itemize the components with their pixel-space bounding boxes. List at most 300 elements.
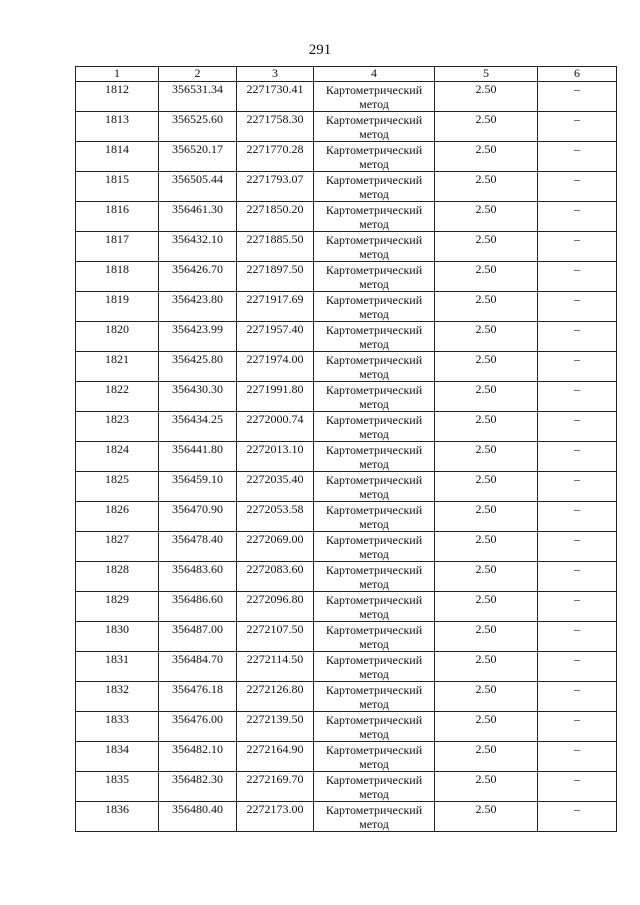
accuracy-text: 2.50 xyxy=(475,682,497,696)
point-number-text: 1819 xyxy=(105,292,129,306)
accuracy-cell xyxy=(435,352,538,382)
method-text: Картометрический метод xyxy=(325,533,423,561)
y-coordinate-cell xyxy=(237,82,314,112)
table-row xyxy=(76,172,617,202)
y-coordinate-cell xyxy=(237,802,314,832)
y-coordinate-text: 2272069.00 xyxy=(246,532,304,546)
point-number-cell xyxy=(76,532,159,562)
y-coordinate-cell xyxy=(237,382,314,412)
method-text: Картометрический метод xyxy=(325,713,423,741)
x-coordinate-text: 356461.30 xyxy=(172,202,223,216)
column-header: 4 xyxy=(314,67,435,82)
point-number-cell xyxy=(76,352,159,382)
method-cell xyxy=(314,442,435,472)
accuracy-text: 2.50 xyxy=(475,142,497,156)
x-coordinate-text: 356432.10 xyxy=(172,232,223,246)
description-text: – xyxy=(574,292,580,306)
description-cell xyxy=(538,142,617,172)
point-number-text: 1822 xyxy=(105,382,129,396)
point-number-text: 1816 xyxy=(105,202,129,216)
point-number-text: 1826 xyxy=(105,502,129,516)
method-text: Картометрический метод xyxy=(325,383,423,411)
accuracy-text: 2.50 xyxy=(475,622,497,636)
description-cell xyxy=(538,622,617,652)
x-coordinate-text: 356441.80 xyxy=(172,442,223,456)
y-coordinate-cell xyxy=(237,322,314,352)
y-coordinate-cell xyxy=(237,292,314,322)
table-row xyxy=(76,712,617,742)
method-text: Картометрический метод xyxy=(325,773,423,801)
y-coordinate-cell xyxy=(237,412,314,442)
point-number-text: 1835 xyxy=(105,772,129,786)
description-text: – xyxy=(574,502,580,516)
point-number-cell xyxy=(76,622,159,652)
point-number-text: 1820 xyxy=(105,322,129,336)
x-coordinate-cell xyxy=(159,232,237,262)
y-coordinate-cell xyxy=(237,712,314,742)
point-number-text: 1814 xyxy=(105,142,129,156)
accuracy-cell xyxy=(435,772,538,802)
method-text: Картометрический метод xyxy=(325,503,423,531)
description-cell xyxy=(538,742,617,772)
method-cell xyxy=(314,352,435,382)
x-coordinate-text: 356525.60 xyxy=(172,112,223,126)
table-row xyxy=(76,142,617,172)
description-cell xyxy=(538,322,617,352)
table-row xyxy=(76,532,617,562)
accuracy-cell xyxy=(435,472,538,502)
table-row xyxy=(76,622,617,652)
x-coordinate-text: 356520.17 xyxy=(172,142,223,156)
table-row xyxy=(76,412,617,442)
x-coordinate-text: 356459.10 xyxy=(172,472,223,486)
point-number-cell xyxy=(76,682,159,712)
y-coordinate-cell xyxy=(237,502,314,532)
accuracy-text: 2.50 xyxy=(475,652,497,666)
x-coordinate-cell xyxy=(159,412,237,442)
accuracy-text: 2.50 xyxy=(475,802,497,816)
x-coordinate-text: 356505.44 xyxy=(172,172,223,186)
table-row xyxy=(76,382,617,412)
accuracy-text: 2.50 xyxy=(475,172,497,186)
point-number-cell xyxy=(76,112,159,142)
point-number-text: 1818 xyxy=(105,262,129,276)
point-number-cell xyxy=(76,172,159,202)
method-cell xyxy=(314,232,435,262)
y-coordinate-cell xyxy=(237,142,314,172)
x-coordinate-text: 356434.25 xyxy=(172,412,223,426)
y-coordinate-text: 2272053.58 xyxy=(246,502,304,516)
method-text: Картометрический метод xyxy=(325,83,423,111)
x-coordinate-text: 356531.34 xyxy=(172,82,223,96)
accuracy-text: 2.50 xyxy=(475,442,497,456)
method-cell xyxy=(314,742,435,772)
point-number-cell xyxy=(76,502,159,532)
point-number-cell xyxy=(76,652,159,682)
accuracy-text: 2.50 xyxy=(475,322,497,336)
accuracy-cell xyxy=(435,232,538,262)
y-coordinate-text: 2272126.80 xyxy=(246,682,304,696)
point-number-text: 1813 xyxy=(105,112,129,126)
description-cell xyxy=(538,592,617,622)
method-cell xyxy=(314,622,435,652)
table-row xyxy=(76,442,617,472)
point-number-cell xyxy=(76,442,159,472)
accuracy-text: 2.50 xyxy=(475,742,497,756)
method-text: Картометрический метод xyxy=(325,263,423,291)
description-text: – xyxy=(574,352,580,366)
y-coordinate-text: 2271957.40 xyxy=(246,322,304,336)
x-coordinate-cell xyxy=(159,742,237,772)
description-text: – xyxy=(574,172,580,186)
point-number-cell xyxy=(76,202,159,232)
method-text: Картометрический метод xyxy=(325,563,423,591)
description-cell xyxy=(538,262,617,292)
x-coordinate-text: 356480.40 xyxy=(172,802,223,816)
table-row xyxy=(76,682,617,712)
description-text: – xyxy=(574,442,580,456)
accuracy-text: 2.50 xyxy=(475,82,497,96)
description-text: – xyxy=(574,622,580,636)
description-text: – xyxy=(574,712,580,726)
accuracy-text: 2.50 xyxy=(475,532,497,546)
x-coordinate-cell xyxy=(159,652,237,682)
description-text: – xyxy=(574,112,580,126)
table-row xyxy=(76,352,617,382)
description-text: – xyxy=(574,802,580,816)
column-header: 6 xyxy=(538,67,617,82)
y-coordinate-cell xyxy=(237,472,314,502)
y-coordinate-cell xyxy=(237,592,314,622)
accuracy-text: 2.50 xyxy=(475,772,497,786)
table-row xyxy=(76,562,617,592)
y-coordinate-text: 2272096.80 xyxy=(246,592,304,606)
description-text: – xyxy=(574,742,580,756)
accuracy-cell xyxy=(435,712,538,742)
description-text: – xyxy=(574,562,580,576)
x-coordinate-cell xyxy=(159,682,237,712)
y-coordinate-text: 2271850.20 xyxy=(246,202,304,216)
y-coordinate-text: 2272114.50 xyxy=(246,652,304,666)
table-row xyxy=(76,232,617,262)
description-text: – xyxy=(574,262,580,276)
point-number-text: 1831 xyxy=(105,652,129,666)
point-number-cell xyxy=(76,742,159,772)
y-coordinate-text: 2271793.07 xyxy=(246,172,304,186)
point-number-text: 1823 xyxy=(105,412,129,426)
x-coordinate-cell xyxy=(159,262,237,292)
table-row xyxy=(76,82,617,112)
accuracy-cell xyxy=(435,592,538,622)
table-row xyxy=(76,652,617,682)
x-coordinate-cell xyxy=(159,472,237,502)
x-coordinate-text: 356425.80 xyxy=(172,352,223,366)
point-number-text: 1817 xyxy=(105,232,129,246)
y-coordinate-text: 2272000.74 xyxy=(246,412,304,426)
point-number-text: 1833 xyxy=(105,712,129,726)
point-number-text: 1830 xyxy=(105,622,129,636)
method-text: Картометрический метод xyxy=(325,233,423,261)
description-text: – xyxy=(574,322,580,336)
x-coordinate-text: 356486.60 xyxy=(172,592,223,606)
x-coordinate-text: 356483.60 xyxy=(172,562,223,576)
method-cell xyxy=(314,712,435,742)
point-number-text: 1828 xyxy=(105,562,129,576)
y-coordinate-text: 2272013.10 xyxy=(246,442,304,456)
method-text: Картометрический метод xyxy=(325,173,423,201)
method-text: Картометрический метод xyxy=(325,353,423,381)
table-body xyxy=(76,82,617,832)
x-coordinate-text: 356478.40 xyxy=(172,532,223,546)
y-coordinate-cell xyxy=(237,532,314,562)
accuracy-cell xyxy=(435,412,538,442)
description-cell xyxy=(538,82,617,112)
point-number-cell xyxy=(76,322,159,352)
accuracy-cell xyxy=(435,322,538,352)
point-number-text: 1821 xyxy=(105,352,129,366)
accuracy-text: 2.50 xyxy=(475,202,497,216)
description-cell xyxy=(538,382,617,412)
accuracy-text: 2.50 xyxy=(475,232,497,246)
description-text: – xyxy=(574,412,580,426)
description-cell xyxy=(538,682,617,712)
x-coordinate-cell xyxy=(159,112,237,142)
method-text: Картометрический метод xyxy=(325,293,423,321)
x-coordinate-cell xyxy=(159,802,237,832)
accuracy-cell xyxy=(435,532,538,562)
method-cell xyxy=(314,292,435,322)
x-coordinate-cell xyxy=(159,712,237,742)
accuracy-text: 2.50 xyxy=(475,412,497,426)
point-number-cell xyxy=(76,772,159,802)
description-text: – xyxy=(574,232,580,246)
method-cell xyxy=(314,532,435,562)
x-coordinate-cell xyxy=(159,202,237,232)
x-coordinate-cell xyxy=(159,172,237,202)
description-cell xyxy=(538,472,617,502)
method-text: Картометрический метод xyxy=(325,113,423,141)
point-number-cell xyxy=(76,712,159,742)
y-coordinate-cell xyxy=(237,442,314,472)
description-text: – xyxy=(574,472,580,486)
description-cell xyxy=(538,232,617,262)
point-number-cell xyxy=(76,232,159,262)
method-cell xyxy=(314,382,435,412)
accuracy-cell xyxy=(435,142,538,172)
method-cell xyxy=(314,802,435,832)
point-number-cell xyxy=(76,802,159,832)
accuracy-cell xyxy=(435,682,538,712)
x-coordinate-text: 356430.30 xyxy=(172,382,223,396)
method-cell xyxy=(314,202,435,232)
x-coordinate-cell xyxy=(159,322,237,352)
method-text: Картометрический метод xyxy=(325,413,423,441)
column-header: 1 xyxy=(76,67,159,82)
accuracy-cell xyxy=(435,502,538,532)
description-text: – xyxy=(574,202,580,216)
accuracy-text: 2.50 xyxy=(475,502,497,516)
accuracy-cell xyxy=(435,742,538,772)
x-coordinate-cell xyxy=(159,352,237,382)
method-cell xyxy=(314,412,435,442)
table-row xyxy=(76,262,617,292)
description-cell xyxy=(538,112,617,142)
accuracy-cell xyxy=(435,562,538,592)
description-text: – xyxy=(574,142,580,156)
method-text: Картометрический метод xyxy=(325,623,423,651)
x-coordinate-cell xyxy=(159,592,237,622)
accuracy-text: 2.50 xyxy=(475,352,497,366)
y-coordinate-cell xyxy=(237,562,314,592)
point-number-cell xyxy=(76,292,159,322)
accuracy-text: 2.50 xyxy=(475,712,497,726)
y-coordinate-cell xyxy=(237,652,314,682)
accuracy-cell xyxy=(435,442,538,472)
point-number-cell xyxy=(76,142,159,172)
x-coordinate-cell xyxy=(159,772,237,802)
method-cell xyxy=(314,112,435,142)
y-coordinate-text: 2272139.50 xyxy=(246,712,304,726)
y-coordinate-text: 2271770.28 xyxy=(246,142,304,156)
table-row xyxy=(76,742,617,772)
point-number-text: 1836 xyxy=(105,802,129,816)
method-cell xyxy=(314,472,435,502)
y-coordinate-text: 2271730.41 xyxy=(246,82,304,96)
y-coordinate-text: 2272173.00 xyxy=(246,802,304,816)
point-number-text: 1824 xyxy=(105,442,129,456)
accuracy-text: 2.50 xyxy=(475,262,497,276)
method-cell xyxy=(314,82,435,112)
method-cell xyxy=(314,682,435,712)
accuracy-cell xyxy=(435,802,538,832)
column-header: 5 xyxy=(435,67,538,82)
accuracy-cell xyxy=(435,382,538,412)
page-number: 291 xyxy=(308,42,332,58)
point-number-text: 1825 xyxy=(105,472,129,486)
method-cell xyxy=(314,562,435,592)
method-cell xyxy=(314,172,435,202)
column-header: 2 xyxy=(159,67,237,82)
accuracy-text: 2.50 xyxy=(475,472,497,486)
point-number-cell xyxy=(76,382,159,412)
description-cell xyxy=(538,532,617,562)
method-text: Картометрический метод xyxy=(325,593,423,621)
method-cell xyxy=(314,322,435,352)
y-coordinate-text: 2271885.50 xyxy=(246,232,304,246)
point-number-text: 1832 xyxy=(105,682,129,696)
point-number-cell xyxy=(76,262,159,292)
table-row xyxy=(76,772,617,802)
method-text: Картометрический метод xyxy=(325,653,423,681)
y-coordinate-cell xyxy=(237,772,314,802)
description-cell xyxy=(538,562,617,592)
x-coordinate-cell xyxy=(159,142,237,172)
x-coordinate-text: 356476.00 xyxy=(172,712,223,726)
description-text: – xyxy=(574,772,580,786)
description-cell xyxy=(538,292,617,322)
x-coordinate-cell xyxy=(159,532,237,562)
method-text: Картометрический метод xyxy=(325,743,423,771)
y-coordinate-cell xyxy=(237,262,314,292)
y-coordinate-text: 2272169.70 xyxy=(246,772,304,786)
y-coordinate-text: 2272083.60 xyxy=(246,562,304,576)
description-cell xyxy=(538,652,617,682)
description-cell xyxy=(538,712,617,742)
accuracy-cell xyxy=(435,622,538,652)
description-text: – xyxy=(574,682,580,696)
accuracy-cell xyxy=(435,262,538,292)
method-text: Картометрический метод xyxy=(325,443,423,471)
x-coordinate-cell xyxy=(159,82,237,112)
y-coordinate-text: 2272164.90 xyxy=(246,742,304,756)
x-coordinate-text: 356423.99 xyxy=(172,322,223,336)
x-coordinate-text: 356423.80 xyxy=(172,292,223,306)
point-number-text: 1829 xyxy=(105,592,129,606)
x-coordinate-cell xyxy=(159,562,237,592)
table-header xyxy=(76,67,617,82)
accuracy-cell xyxy=(435,292,538,322)
method-text: Картометрический метод xyxy=(325,203,423,231)
point-number-cell xyxy=(76,562,159,592)
accuracy-cell xyxy=(435,172,538,202)
description-text: – xyxy=(574,652,580,666)
description-cell xyxy=(538,772,617,802)
x-coordinate-cell xyxy=(159,442,237,472)
table-row xyxy=(76,592,617,622)
x-coordinate-text: 356470.90 xyxy=(172,502,223,516)
y-coordinate-cell xyxy=(237,352,314,382)
table-row xyxy=(76,112,617,142)
table-row xyxy=(76,322,617,352)
description-text: – xyxy=(574,382,580,396)
accuracy-text: 2.50 xyxy=(475,382,497,396)
accuracy-cell xyxy=(435,112,538,142)
coordinates-table xyxy=(75,66,617,832)
accuracy-text: 2.50 xyxy=(475,592,497,606)
accuracy-text: 2.50 xyxy=(475,292,497,306)
point-number-text: 1827 xyxy=(105,532,129,546)
description-text: – xyxy=(574,532,580,546)
description-cell xyxy=(538,202,617,232)
description-text: – xyxy=(574,592,580,606)
point-number-text: 1834 xyxy=(105,742,129,756)
x-coordinate-text: 356487.00 xyxy=(172,622,223,636)
y-coordinate-text: 2271758.30 xyxy=(246,112,304,126)
point-number-text: 1815 xyxy=(105,172,129,186)
method-cell xyxy=(314,502,435,532)
point-number-text: 1812 xyxy=(105,82,129,96)
description-cell xyxy=(538,442,617,472)
table-row xyxy=(76,202,617,232)
table-row xyxy=(76,502,617,532)
y-coordinate-cell xyxy=(237,202,314,232)
accuracy-cell xyxy=(435,202,538,232)
description-cell xyxy=(538,172,617,202)
point-number-cell xyxy=(76,592,159,622)
method-cell xyxy=(314,142,435,172)
table-row xyxy=(76,292,617,322)
accuracy-cell xyxy=(435,82,538,112)
x-coordinate-text: 356426.70 xyxy=(172,262,223,276)
table-row xyxy=(76,472,617,502)
description-cell xyxy=(538,352,617,382)
x-coordinate-text: 356476.18 xyxy=(172,682,223,696)
y-coordinate-text: 2271897.50 xyxy=(246,262,304,276)
x-coordinate-cell xyxy=(159,382,237,412)
y-coordinate-text: 2272035.40 xyxy=(246,472,304,486)
x-coordinate-cell xyxy=(159,622,237,652)
y-coordinate-cell xyxy=(237,742,314,772)
